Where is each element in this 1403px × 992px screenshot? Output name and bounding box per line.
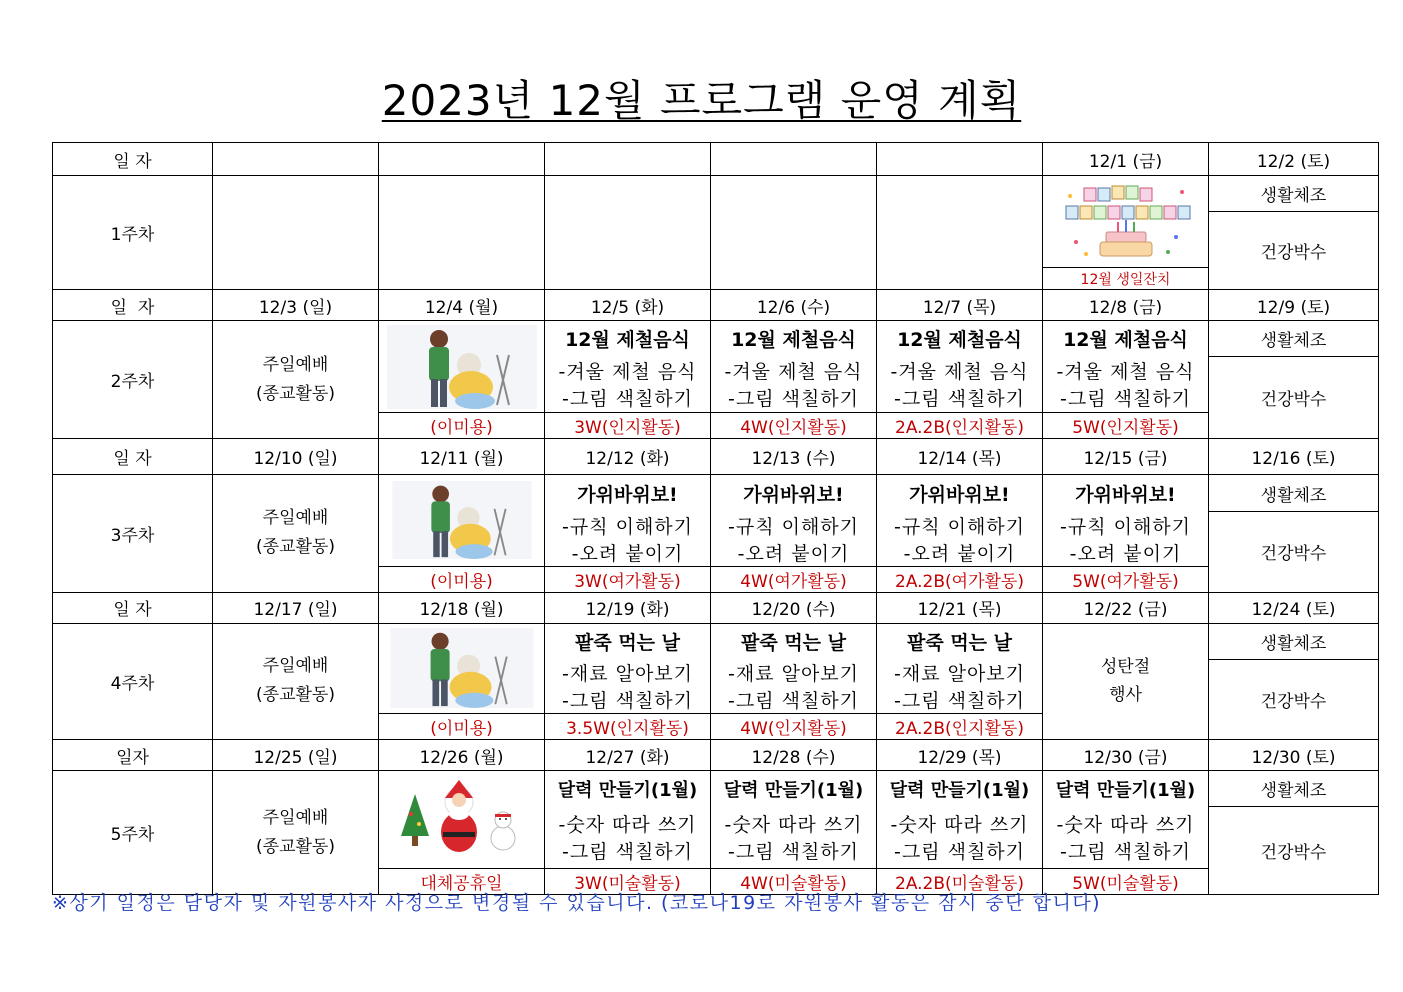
program-line-1: -재료 알아보기 xyxy=(727,663,860,685)
date-cell: 12/5 (화) xyxy=(545,290,711,321)
empty-cell xyxy=(379,176,545,290)
week3-date-row xyxy=(53,439,1379,475)
program-details xyxy=(877,807,1043,869)
program-line-1: -숫자 따라 쓰기 xyxy=(558,814,697,837)
date-cell: 12/19 (화) xyxy=(545,592,711,623)
empty-cell xyxy=(213,176,379,290)
date-cell: 12/6 (수) xyxy=(711,290,877,321)
week5-date-row xyxy=(53,740,1379,771)
sunday-activity xyxy=(213,321,379,439)
program-line-2: -그림 색칠하기 xyxy=(561,841,694,864)
date-cell: 12/21 (목) xyxy=(877,592,1043,623)
program-line-1: -겨울 제철 음식 xyxy=(1056,361,1195,384)
saturday-activity-top: 생활체조 xyxy=(1209,475,1379,512)
haircut-illustration-icon xyxy=(387,481,537,559)
saturday-activity-top: 생활체조 xyxy=(1209,176,1379,212)
program-line-2: -오려 붙이기 xyxy=(571,542,684,565)
date-cell: 12/16 (토) xyxy=(1209,439,1379,475)
program-line-1: -규칙 이해하기 xyxy=(561,515,694,538)
date-cell: 12/8 (금) xyxy=(1043,290,1209,321)
program-details xyxy=(545,512,711,567)
haircut-image-cell xyxy=(379,321,545,413)
saturday-activity-bottom: 건강박수 xyxy=(1209,512,1379,593)
program-line-2: -오려 붙이기 xyxy=(1069,542,1182,565)
saturday-activity-bottom: 건강박수 xyxy=(1209,212,1379,290)
group-note: 2A.2B(인지활동) xyxy=(877,714,1043,740)
date-label-cell: 일자 xyxy=(53,740,213,771)
saturday-activity-top: 생활체조 xyxy=(1209,623,1379,659)
sunday-activity xyxy=(213,623,379,740)
program-line-2: -오려 붙이기 xyxy=(737,542,850,565)
program-line-1: -재료 알아보기 xyxy=(893,663,1026,685)
monday-note: (이미용) xyxy=(379,413,545,439)
date-cell: 12/28 (수) xyxy=(711,740,877,771)
program-title: 달력 만들기(1월) xyxy=(877,771,1043,807)
santa-image-cell xyxy=(379,771,545,869)
program-line-1: -규칙 이해하기 xyxy=(893,515,1026,538)
sunday-line-2: (종교활동) xyxy=(256,836,335,857)
group-note: 3.5W(인지활동) xyxy=(545,714,711,740)
date-cell: 12/15 (금) xyxy=(1043,439,1209,475)
group-note: 4W(인지활동) xyxy=(711,714,877,740)
date-cell: 12/17 (일) xyxy=(213,592,379,623)
program-line-1: -겨울 제철 음식 xyxy=(890,361,1029,384)
date-label-cell: 일 자 xyxy=(53,592,213,623)
program-title: 12월 제철음식 xyxy=(1043,321,1209,357)
program-details xyxy=(1043,512,1209,567)
week2-date-row xyxy=(53,290,1379,321)
program-line-2: -그림 색칠하기 xyxy=(893,388,1026,411)
christmas-line-1: 성탄절 xyxy=(1100,657,1151,678)
program-line-1: -겨울 제철 음식 xyxy=(724,361,863,384)
group-note: 4W(인지활동) xyxy=(711,413,877,439)
program-line-2: -오려 붙이기 xyxy=(903,542,1016,565)
program-details xyxy=(1043,807,1209,869)
sunday-line-2: (종교활동) xyxy=(256,685,335,706)
date-cell: 12/3 (일) xyxy=(213,290,379,321)
footnote: ※상기 일정은 담당자 및 자원봉사자 사정으로 변경될 수 있습니다. (코로나19로 자원봉사 활동은 잠시 중단 합니다) xyxy=(52,892,1102,914)
christmas-event xyxy=(1043,623,1209,740)
date-cell: 12/7 (목) xyxy=(877,290,1043,321)
program-details xyxy=(711,357,877,413)
date-cell: 12/27 (화) xyxy=(545,740,711,771)
program-details xyxy=(1043,357,1209,413)
date-label-cell: 일 자 xyxy=(53,290,213,321)
monday-note: 대체공휴일 xyxy=(379,869,545,895)
program-title: 달력 만들기(1월) xyxy=(1043,771,1209,807)
group-note: 2A.2B(인지활동) xyxy=(877,413,1043,439)
sunday-line-1: 주일예배 xyxy=(262,807,329,828)
empty-cell xyxy=(711,176,877,290)
sunday-line-2: (종교활동) xyxy=(256,537,335,558)
date-cell: 12/18 (월) xyxy=(379,592,545,623)
program-title: 팥죽 먹는 날 xyxy=(545,623,711,659)
program-details xyxy=(545,807,711,869)
sunday-activity xyxy=(213,771,379,895)
program-details xyxy=(711,512,877,567)
haircut-illustration-icon xyxy=(387,325,537,409)
saturday-activity-top: 생활체조 xyxy=(1209,321,1379,357)
group-note: 5W(인지활동) xyxy=(1043,413,1209,439)
program-line-1: -숫자 따라 쓰기 xyxy=(890,814,1029,837)
date-cell: 12/4 (월) xyxy=(379,290,545,321)
page-title-text: 2023년 12월 프로그램 운영 계획 xyxy=(381,76,1022,125)
date-cell xyxy=(379,143,545,176)
date-cell xyxy=(711,143,877,176)
empty-cell xyxy=(877,176,1043,290)
week2-row-a xyxy=(53,321,1379,357)
program-line-2: -그림 색칠하기 xyxy=(893,841,1026,864)
program-line-2: -그림 색칠하기 xyxy=(727,841,860,864)
program-title: 가위바위보! xyxy=(877,475,1043,512)
week1-date-row xyxy=(53,143,1379,176)
birthday-image-cell xyxy=(1043,176,1209,268)
monday-note: (이미용) xyxy=(379,714,545,740)
week3-row-a xyxy=(53,475,1379,512)
date-cell: 12/24 (토) xyxy=(1209,592,1379,623)
program-line-2: -그림 색칠하기 xyxy=(561,388,694,411)
date-label-cell: 일 자 xyxy=(53,143,213,176)
week-label: 4주차 xyxy=(53,623,213,740)
date-cell: 12/10 (일) xyxy=(213,439,379,475)
sunday-line-1: 주일예배 xyxy=(262,354,329,375)
program-details xyxy=(877,357,1043,413)
date-cell: 12/30 (토) xyxy=(1209,740,1379,771)
sunday-line-1: 주일예배 xyxy=(262,508,329,529)
program-title: 가위바위보! xyxy=(545,475,711,512)
week-label: 3주차 xyxy=(53,475,213,593)
haircut-illustration-icon xyxy=(387,628,537,708)
program-title: 가위바위보! xyxy=(711,475,877,512)
date-cell: 12/14 (목) xyxy=(877,439,1043,475)
week4-row-a xyxy=(53,623,1379,659)
group-note: 3W(여가활동) xyxy=(545,566,711,592)
program-title: 12월 제철음식 xyxy=(877,321,1043,357)
program-line-1: -규칙 이해하기 xyxy=(1059,515,1192,538)
program-line-2: -그림 색칠하기 xyxy=(727,388,860,411)
date-cell: 12/11 (월) xyxy=(379,439,545,475)
program-details xyxy=(877,659,1043,714)
date-cell: 12/2 (토) xyxy=(1209,143,1379,176)
group-note: 4W(여가활동) xyxy=(711,566,877,592)
monday-note: (이미용) xyxy=(379,566,545,592)
program-details xyxy=(877,512,1043,567)
week-label: 1주차 xyxy=(53,176,213,290)
date-cell: 12/9 (토) xyxy=(1209,290,1379,321)
program-line-1: -규칙 이해하기 xyxy=(727,515,860,538)
program-title: 팥죽 먹는 날 xyxy=(711,623,877,659)
saturday-activity-bottom: 건강박수 xyxy=(1209,807,1379,895)
program-title: 12월 제철음식 xyxy=(545,321,711,357)
program-title: 팥죽 먹는 날 xyxy=(877,623,1043,659)
program-title: 달력 만들기(1월) xyxy=(545,771,711,807)
date-cell: 12/30 (금) xyxy=(1043,740,1209,771)
program-line-2: -그림 색칠하기 xyxy=(893,690,1026,712)
program-details xyxy=(545,659,711,714)
date-cell: 12/25 (일) xyxy=(213,740,379,771)
date-cell: 12/26 (월) xyxy=(379,740,545,771)
program-line-2: -그림 색칠하기 xyxy=(727,690,860,712)
group-note: 4W(미술활동) xyxy=(711,869,877,895)
date-cell xyxy=(213,143,379,176)
week1-row-a xyxy=(53,176,1379,212)
saturday-activity-top: 생활체조 xyxy=(1209,771,1379,807)
program-line-1: -겨울 제철 음식 xyxy=(558,361,697,384)
program-details xyxy=(711,807,877,869)
group-note: 3W(인지활동) xyxy=(545,413,711,439)
group-note: 5W(미술활동) xyxy=(1043,869,1209,895)
christmas-line-2: 행사 xyxy=(1109,685,1142,706)
date-cell xyxy=(545,143,711,176)
program-line-2: -그림 색칠하기 xyxy=(1059,841,1192,864)
sunday-activity xyxy=(213,475,379,593)
date-cell: 12/12 (화) xyxy=(545,439,711,475)
group-note: 2A.2B(여가활동) xyxy=(877,566,1043,592)
program-title: 달력 만들기(1월) xyxy=(711,771,877,807)
group-note: 5W(여가활동) xyxy=(1043,566,1209,592)
program-details xyxy=(545,357,711,413)
group-note: 3W(미술활동) xyxy=(545,869,711,895)
sunday-line-1: 주일예배 xyxy=(262,656,329,677)
date-label-cell: 일 자 xyxy=(53,439,213,475)
program-line-2: -그림 색칠하기 xyxy=(561,690,694,712)
program-title: 가위바위보! xyxy=(1043,475,1209,512)
birthday-caption: 12월 생일잔치 xyxy=(1043,268,1209,290)
date-cell: 12/1 (금) xyxy=(1043,143,1209,176)
haircut-image-cell xyxy=(379,623,545,714)
sunday-line-2: (종교활동) xyxy=(256,383,335,404)
program-title: 12월 제철음식 xyxy=(711,321,877,357)
program-line-2: -그림 색칠하기 xyxy=(1059,388,1192,411)
week-label: 2주차 xyxy=(53,321,213,439)
group-note: 2A.2B(미술활동) xyxy=(877,869,1043,895)
empty-cell xyxy=(545,176,711,290)
santa-tree-snowman-icon xyxy=(397,780,527,860)
program-schedule-table xyxy=(52,142,1379,895)
week4-date-row xyxy=(53,592,1379,623)
page-title xyxy=(0,68,1403,128)
haircut-image-cell xyxy=(379,475,545,567)
date-cell: 12/13 (수) xyxy=(711,439,877,475)
date-cell: 12/22 (금) xyxy=(1043,592,1209,623)
program-line-1: -숫자 따라 쓰기 xyxy=(724,814,863,837)
week5-row-a xyxy=(53,771,1379,807)
program-details xyxy=(711,659,877,714)
week-label: 5주차 xyxy=(53,771,213,895)
program-line-1: -숫자 따라 쓰기 xyxy=(1056,814,1195,837)
program-line-1: -재료 알아보기 xyxy=(561,663,694,685)
date-cell: 12/20 (수) xyxy=(711,592,877,623)
date-cell: 12/29 (목) xyxy=(877,740,1043,771)
birthday-cake-icon xyxy=(1056,182,1196,262)
saturday-activity-bottom: 건강박수 xyxy=(1209,357,1379,439)
saturday-activity-bottom: 건강박수 xyxy=(1209,659,1379,740)
date-cell xyxy=(877,143,1043,176)
